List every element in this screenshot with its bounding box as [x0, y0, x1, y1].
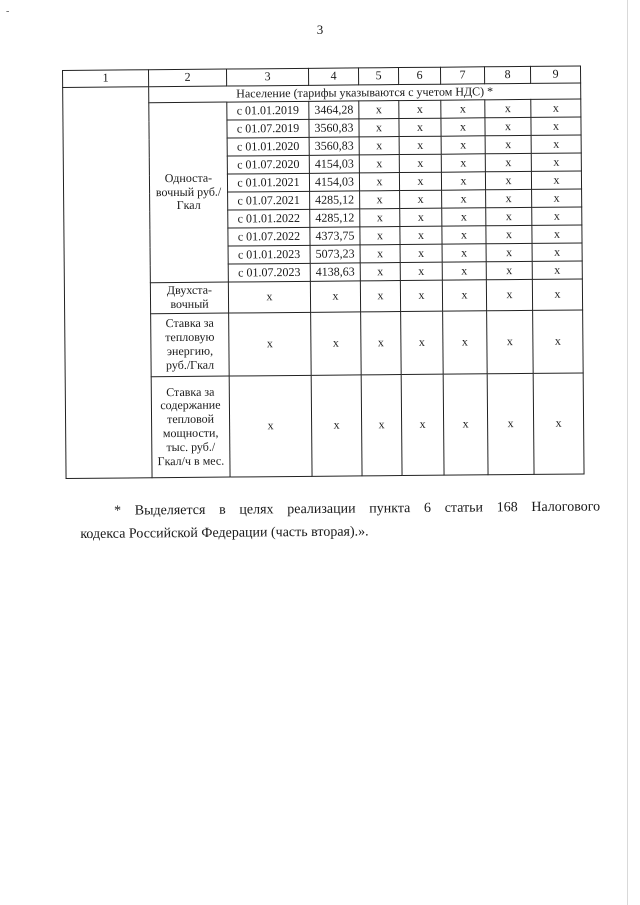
x-mark-cell: х [359, 173, 399, 191]
x-mark-cell: х [361, 375, 402, 476]
x-mark-cell: х [229, 375, 312, 477]
tariff-table [62, 65, 585, 479]
x-mark-cell: х [442, 190, 486, 208]
value-cell: 4285,12 [310, 191, 360, 209]
period-cell: с 01.07.2022 [228, 227, 310, 246]
value-cell: 5073,23 [310, 245, 360, 263]
x-mark-cell: х [359, 101, 399, 119]
x-mark-cell: х [311, 375, 362, 476]
x-mark-cell: х [441, 118, 485, 136]
x-mark-cell: х [360, 209, 400, 227]
x-mark-cell: х [399, 118, 441, 136]
x-mark-cell: х [485, 171, 531, 189]
x-mark-cell: х [399, 136, 441, 154]
x-mark-cell: х [441, 154, 485, 172]
value-cell: 3560,83 [309, 137, 359, 155]
x-mark-cell: х [400, 280, 442, 311]
x-mark-cell: х [360, 227, 400, 245]
two-rate-label: Двухста-вочный [150, 282, 228, 314]
x-mark-cell: х [487, 373, 534, 474]
page-mark: - [6, 6, 10, 17]
x-mark-cell: х [532, 243, 582, 261]
empty-cell [63, 87, 152, 479]
x-mark-cell: х [400, 190, 442, 208]
x-mark-cell: х [360, 191, 400, 209]
x-mark-cell: х [360, 281, 400, 312]
period-cell: с 01.07.2019 [227, 119, 309, 138]
x-mark-cell: х [443, 311, 488, 374]
x-mark-cell: х [443, 374, 488, 475]
population-group-title: Население (тарифы указываются с учетом НДС) * [149, 83, 581, 103]
x-mark-cell: х [531, 135, 581, 153]
x-mark-cell: х [531, 117, 581, 135]
period-cell: с 01.07.2023 [228, 263, 310, 282]
x-mark-cell: х [486, 261, 532, 279]
x-mark-cell: х [399, 100, 441, 118]
x-mark-cell: х [442, 280, 486, 311]
period-cell: с 01.07.2021 [228, 191, 310, 210]
x-mark-cell: х [399, 172, 441, 190]
x-mark-cell: х [531, 99, 581, 117]
x-mark-cell: х [228, 281, 310, 313]
value-cell: 4154,03 [309, 155, 359, 173]
x-mark-cell: х [359, 119, 399, 137]
one-rate-label: Односта-вочный руб./Гкал [149, 102, 229, 283]
column-number: 7 [440, 67, 484, 84]
x-mark-cell: х [400, 244, 442, 262]
energy-rate-label: Ставка за тепловую энергию, руб./Гкал [151, 313, 230, 377]
period-cell: с 01.01.2019 [227, 101, 309, 120]
value-cell: 4138,63 [310, 263, 360, 281]
column-number: 3 [226, 68, 308, 86]
power-rate-label: Ставка за содержание тепловой мощности, тыс. руб./Гкал/ч в мес. [151, 376, 230, 478]
period-cell: с 01.01.2020 [227, 137, 309, 156]
value-cell: 3560,83 [309, 119, 359, 137]
x-mark-cell: х [442, 244, 486, 262]
footnote-line-1: * Выделяется в целях реализации пункта 6 статьи 168 Налогового [114, 499, 601, 519]
column-number: 1 [63, 70, 149, 88]
x-mark-cell: х [486, 243, 532, 261]
x-mark-cell: х [400, 208, 442, 226]
footnote [80, 495, 600, 546]
tariff-table-frame [62, 65, 585, 479]
value-cell: 3464,28 [309, 101, 359, 119]
x-mark-cell: х [532, 189, 582, 207]
column-number: 2 [149, 69, 227, 87]
column-number: 5 [358, 68, 398, 85]
value-cell: 4373,75 [310, 227, 360, 245]
x-mark-cell: х [442, 262, 486, 280]
x-mark-cell: х [361, 312, 402, 375]
column-number: 9 [530, 66, 580, 83]
x-mark-cell: х [532, 261, 582, 279]
page-number: 3 [316, 22, 324, 37]
column-number: 4 [308, 68, 358, 85]
x-mark-cell: х [486, 207, 532, 225]
x-mark-cell: х [360, 263, 400, 281]
x-mark-cell: х [399, 154, 441, 172]
x-mark-cell: х [442, 226, 486, 244]
x-mark-cell: х [311, 312, 362, 375]
x-mark-cell: х [485, 135, 531, 153]
footnote-line-2: кодекса Российской Федерации (часть вторая).». [80, 524, 369, 543]
x-mark-cell: х [441, 136, 485, 154]
scan-edge-line [627, 0, 628, 905]
x-mark-cell: х [533, 310, 584, 373]
period-cell: с 01.01.2023 [228, 245, 310, 264]
x-mark-cell: х [485, 117, 531, 135]
x-mark-cell: х [532, 207, 582, 225]
x-mark-cell: х [533, 373, 584, 474]
x-mark-cell: х [400, 226, 442, 244]
x-mark-cell: х [310, 281, 360, 312]
x-mark-cell: х [485, 153, 531, 171]
x-mark-cell: х [486, 279, 532, 310]
x-mark-cell: х [359, 137, 399, 155]
x-mark-cell: х [401, 374, 444, 475]
period-cell: с 01.01.2022 [228, 209, 310, 228]
x-mark-cell: х [532, 225, 582, 243]
x-mark-cell: х [359, 155, 399, 173]
x-mark-cell: х [486, 225, 532, 243]
x-mark-cell: х [487, 310, 534, 373]
column-number: 6 [398, 67, 440, 84]
x-mark-cell: х [441, 100, 485, 118]
column-number: 8 [484, 66, 530, 83]
x-mark-cell: х [229, 312, 312, 376]
value-cell: 4154,03 [309, 173, 359, 191]
x-mark-cell: х [441, 172, 485, 190]
x-mark-cell: х [401, 311, 444, 374]
x-mark-cell: х [532, 279, 582, 310]
value-cell: 4285,12 [310, 209, 360, 227]
x-mark-cell: х [485, 99, 531, 117]
period-cell: с 01.07.2020 [227, 155, 309, 174]
x-mark-cell: х [486, 189, 532, 207]
x-mark-cell: х [442, 208, 486, 226]
x-mark-cell: х [360, 245, 400, 263]
x-mark-cell: х [531, 171, 581, 189]
x-mark-cell: х [531, 153, 581, 171]
period-cell: с 01.01.2021 [227, 173, 309, 192]
x-mark-cell: х [400, 262, 442, 280]
